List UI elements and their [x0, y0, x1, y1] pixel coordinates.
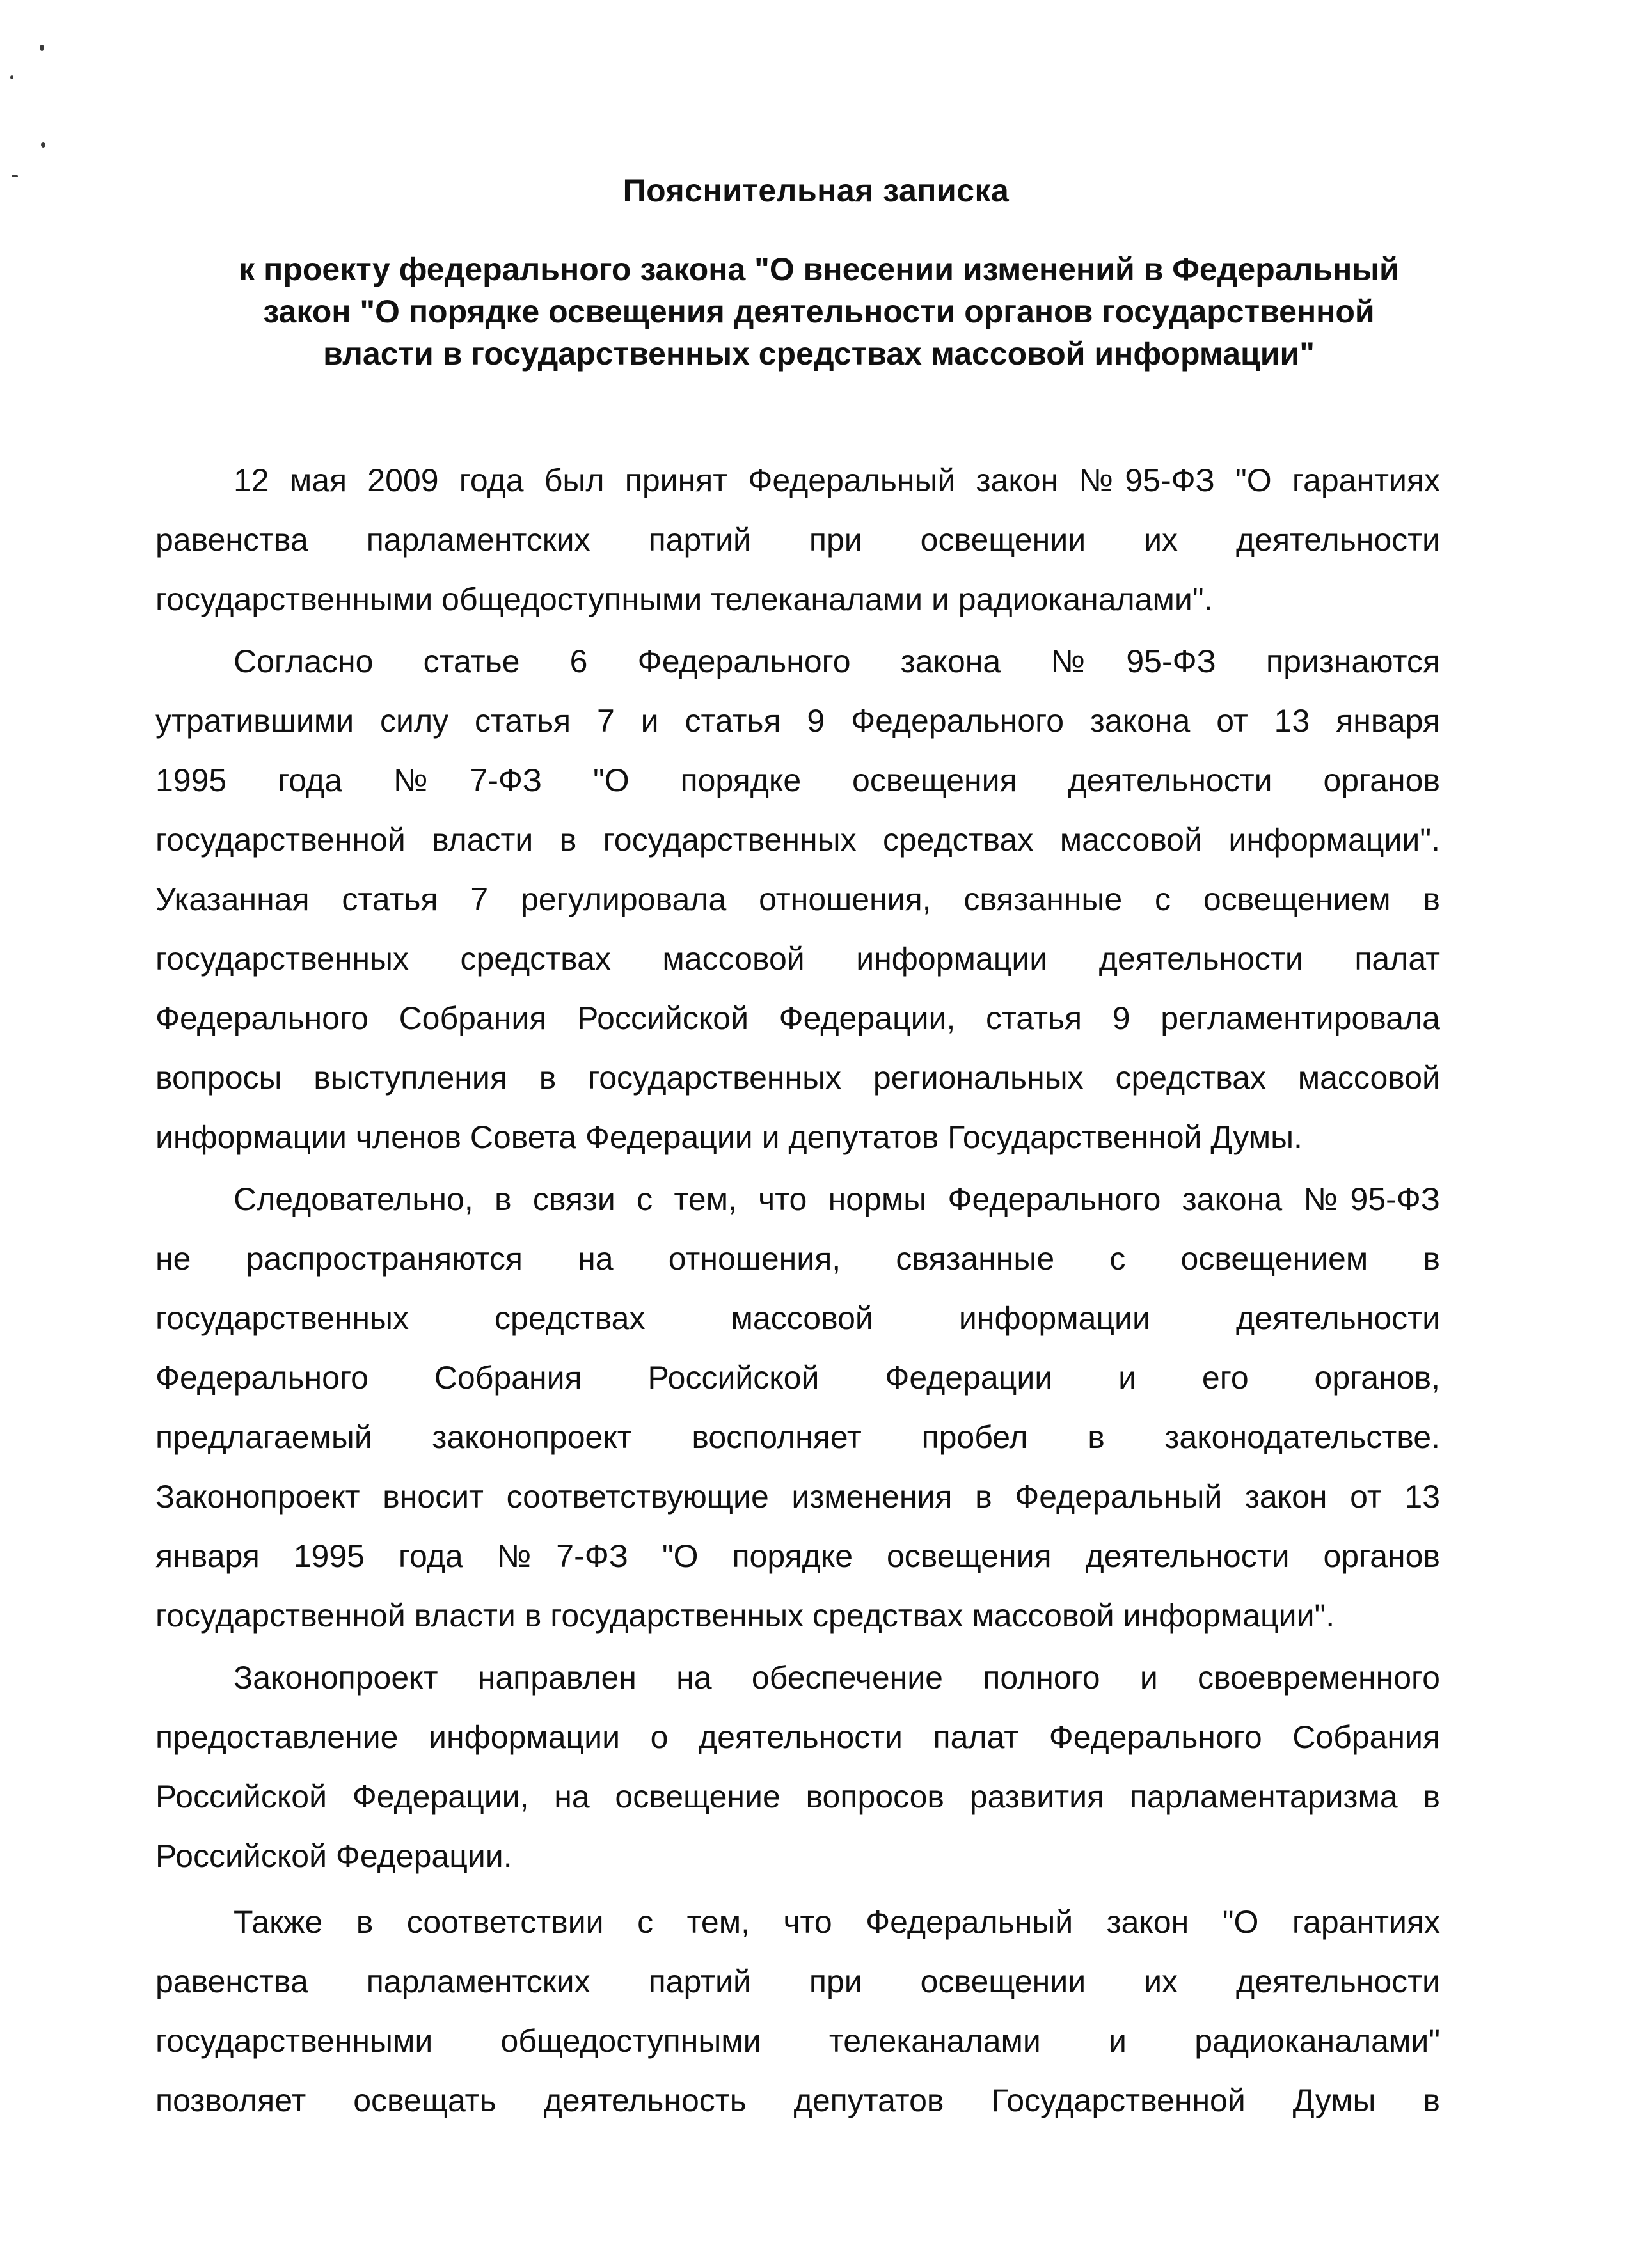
- text-line: января 1995 года №7-ФЗ "О порядке освещения деятельности органов: [155, 1538, 1440, 1574]
- text-line: государственных средствах массовой информации деятельности палат: [155, 941, 1440, 977]
- paragraph: [155, 451, 1440, 629]
- text-line: государственными общедоступными телеканалами и радиоканалами": [155, 2023, 1440, 2059]
- text-line: информации членов Совета Федерации и депутатов Государственной Думы.: [155, 1119, 1303, 1155]
- text-line: Федерального Собрания Российской Федерации и его органов,: [155, 1360, 1440, 1396]
- text-line: предлагаемый законопроект восполняет пробел в законодательстве.: [155, 1419, 1440, 1455]
- text-line: государственной власти в государственных средствах массовой информации".: [155, 1598, 1335, 1634]
- scan-speck: [40, 45, 44, 51]
- text-line: равенства парламентских партий при освещении их деятельности: [155, 1964, 1440, 1999]
- text-line: равенства парламентских партий при освещении их деятельности: [155, 522, 1440, 558]
- text-line: Законопроект вносит соответствующие изменения в Федеральный закон от 13: [155, 1479, 1440, 1515]
- text-line: государственных средствах массовой информации деятельности: [155, 1300, 1440, 1336]
- text-line: утратившими силу статья 7 и статья 9 Федерального закона от 13 января: [155, 703, 1440, 739]
- text-line: вопросы выступления в государственных региональных средствах массовой: [155, 1060, 1440, 1096]
- text-line: не распространяются на отношения, связанные с освещением в: [155, 1241, 1440, 1277]
- text-line: предоставление информации о деятельности палат Федерального Собрания: [155, 1719, 1440, 1755]
- text-line: 12 мая 2009 года был принят Федеральный закон №95-ФЗ "О гарантиях: [234, 462, 1440, 498]
- text-line: Российской Федерации.: [155, 1838, 512, 1874]
- paragraph: [155, 632, 1440, 1167]
- text-line: Федерального Собрания Российской Федерации, статья 9 регламентировала: [155, 1000, 1440, 1036]
- text-line: Законопроект направлен на обеспечение полного и своевременного: [234, 1660, 1440, 1696]
- text-line: государственными общедоступными телеканалами и радиоканалами".: [155, 581, 1213, 617]
- subtitle-line: закон "О порядке освещения деятельности органов государственной: [263, 294, 1375, 329]
- text-line: Согласно статье 6 Федерального закона №95-ФЗ признаются: [234, 643, 1440, 679]
- paragraph: [155, 1893, 1440, 2130]
- paragraph: [155, 1648, 1440, 1886]
- document-body: [155, 451, 1440, 2130]
- text-line: Также в соответствии с тем, что Федеральный закон "О гарантиях: [234, 1904, 1440, 1940]
- page-title: Пояснительная записка: [622, 173, 1010, 209]
- text-line: позволяет освещать деятельность депутатов Государственной Думы в: [155, 2083, 1440, 2118]
- scan-speck: [41, 142, 45, 148]
- scan-speck: [10, 75, 13, 79]
- text-line: Следовательно, в связи с тем, что нормы Федерального закона №95-ФЗ: [234, 1181, 1440, 1217]
- paragraph: [155, 1170, 1440, 1646]
- subtitle-line: власти в государственных средствах массовой информации": [323, 336, 1315, 372]
- subtitle-line: к проекту федерального закона "О внесении изменений в Федеральный: [239, 251, 1399, 287]
- text-line: Российской Федерации, на освещение вопросов развития парламентаризма в: [155, 1779, 1440, 1815]
- text-line: Указанная статья 7 регулировала отношения, связанные с освещением в: [155, 881, 1440, 917]
- text-line: 1995 года №7-ФЗ "О порядке освещения деятельности органов: [155, 762, 1440, 798]
- text-line: государственной власти в государственных средствах массовой информации".: [155, 822, 1440, 858]
- document-subtitle: [147, 248, 1491, 375]
